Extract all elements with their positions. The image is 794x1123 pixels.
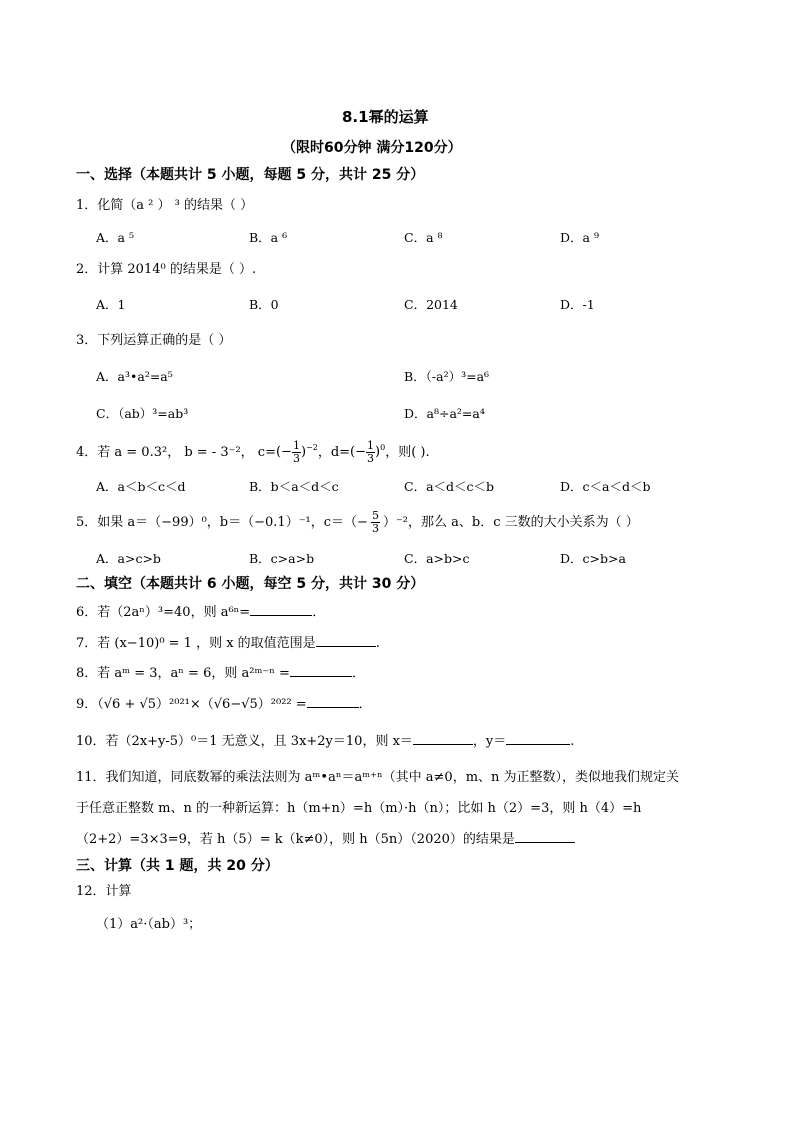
q4-option-a: A．a＜b＜c＜d: [96, 479, 186, 494]
q5-option-d: D．c>b>a: [560, 551, 626, 566]
q4-d-fraction: $\frac{1}{3}$: [367, 438, 375, 465]
q2-option-a: A．1: [96, 297, 126, 312]
q1-option-a: A．a ⁵: [96, 230, 134, 245]
section-2-heading: 二、填空（本题共计 6 小题，每空 5 分，共计 30 分）: [76, 576, 425, 592]
question-9: 9．（√6 + √5）²⁰²¹×（√6−√5）²⁰²² = ．: [76, 697, 372, 712]
page-title: 8.1幂的运算: [342, 108, 429, 126]
question-12: 12．计算: [76, 884, 132, 899]
question-1: 1．化简（a ² ） ³ 的结果（ ）: [76, 198, 254, 213]
answer-blank-x[interactable]: [413, 744, 473, 745]
q5-option-a: A．a>c>b: [96, 551, 161, 566]
question-11-line-2: 于任意正整数 m、n 的一种新运算：h（m+n）=h（m）·h（n）；比如 h（2）=3，则 h（4）=h: [76, 801, 642, 816]
answer-blank-y[interactable]: [506, 744, 570, 745]
q2-option-b: B．0: [249, 297, 279, 312]
q4-stem-end: ，则( ).: [385, 444, 430, 460]
question-5: [76, 504, 639, 540]
question-2: 2．计算 2014⁰ 的结果是（ ）.: [76, 262, 257, 277]
answer-blank[interactable]: [250, 615, 312, 616]
question-11-line-1: 11．我们知道，同底数幂的乘法法则为 aᵐ•aⁿ＝aᵐ⁺ⁿ（其中 a≠0，m、n 为正整数），类似地我们规定关: [76, 770, 680, 785]
answer-blank[interactable]: [290, 676, 352, 677]
q5-stem-start: 5．如果 a＝（−99）⁰，b＝（−0.1）⁻¹，c＝（−: [76, 514, 368, 530]
q4-option-b: B．b＜a＜d＜c: [249, 479, 339, 494]
q3-option-a: A．a³•a²=a⁵: [96, 369, 173, 384]
question-4: [76, 432, 430, 472]
section-3-heading: 三、计算（共 1 题，共 20 分）: [76, 858, 279, 874]
q4-stem-mid: ，d=: [317, 444, 351, 460]
q4-stem-start: 4．若 a = 0.3²， b = - 3⁻²， c=: [76, 444, 276, 460]
answer-blank[interactable]: [316, 646, 376, 647]
q5-stem-end: ）⁻²，那么 a、b．c 三数的大小关系为（ ）: [382, 514, 639, 530]
answer-blank[interactable]: [307, 707, 359, 708]
question-11-line-3: （2+2）=3×3=9，若 h（5）= k（k≠0），则 h（5n）（2020）的结果是: [76, 833, 575, 846]
q3-option-b: B．（-a²）³=a⁶: [404, 369, 490, 384]
question-3: 3．下列运算正确的是（ ）: [76, 333, 232, 348]
question-12-part-1: （1）a²·（ab）³；: [96, 917, 202, 932]
question-7: 7．若 (x−10)⁰ = 1 ，则 x 的取值范围是 .: [76, 636, 380, 651]
q2-option-c: C．2014: [404, 297, 458, 312]
q5-fraction: $\frac{5}{3}$: [371, 508, 379, 535]
page-subtitle: （限时60分钟 满分120分）: [282, 140, 462, 156]
question-6: 6．若（2aⁿ）³=40，则 a⁶ⁿ= ．: [76, 605, 326, 620]
q4-option-d: D．c＜a＜d＜b: [560, 479, 651, 494]
question-8: 8．若 aᵐ = 3，aⁿ = 6，则 a²ᵐ⁻ⁿ = ．: [76, 666, 365, 681]
q3-option-d: D．a⁸÷a²=a⁴: [404, 406, 485, 421]
section-1-heading: 一、选择（本题共计 5 小题，每题 5 分，共计 25 分）: [76, 167, 425, 183]
q4-c-fraction: $\frac{1}{3}$: [292, 438, 300, 465]
q3-option-c: C．（ab）³=ab³: [96, 406, 189, 421]
q1-option-d: D．a ⁹: [560, 230, 599, 245]
q2-option-d: D．-1: [560, 297, 595, 312]
answer-blank[interactable]: [515, 842, 575, 843]
q1-option-c: C．a ⁸: [404, 230, 443, 245]
q4-c-expression: (− $\frac{1}{3}$ )$^{-2}$: [275, 438, 318, 465]
q5-option-c: C．a>b>c: [404, 551, 470, 566]
q1-option-b: B．a ⁶: [249, 230, 288, 245]
q5-option-b: B．c>a>b: [249, 551, 315, 566]
q4-d-expression: (− $\frac{1}{3}$ )$^0$: [350, 438, 386, 465]
question-10: 10．若（2x+y-5）⁰＝1 无意义，且 3x+2y＝10，则 x＝ ，y＝ .: [76, 734, 575, 749]
q4-option-c: C．a＜d＜c＜b: [404, 479, 495, 494]
